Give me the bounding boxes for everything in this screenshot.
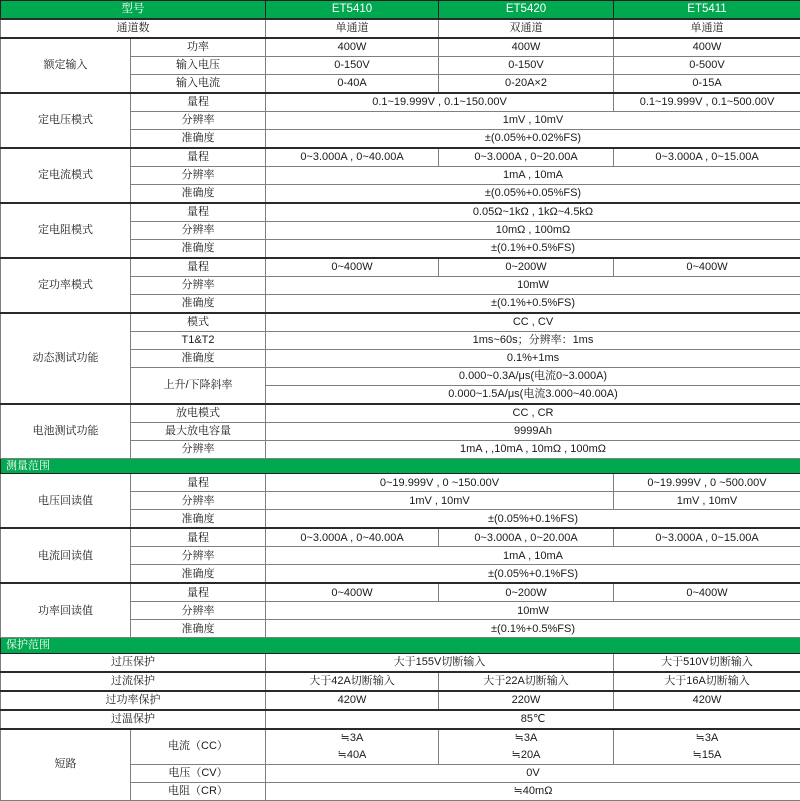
opp-label: 过功率保护 [1, 691, 266, 710]
table-cell: 1mA , 10mA [266, 547, 800, 565]
table-cell: 分辨率 [131, 602, 266, 620]
table-cell: 准确度 [131, 130, 266, 149]
ovp-label: 过压保护 [1, 653, 266, 672]
short-circuit-group-label: 短路 [1, 729, 131, 801]
table-cell: 0~400W [614, 583, 800, 602]
cr-mode-row [1, 203, 800, 222]
model-et5411: ET5411 [614, 1, 800, 20]
table-cell: 0~400W [614, 258, 800, 277]
table-cell: 输入电流 [131, 75, 266, 94]
model-et5420: ET5420 [439, 1, 614, 20]
table-cell: 10mW [266, 602, 800, 620]
table-cell: 1mV , 10mV [266, 112, 800, 130]
table-cell: ±(0.05%+0.05%FS) [266, 185, 800, 204]
table-cell: 1mA , 10mA [266, 167, 800, 185]
cv-mode-row [1, 93, 800, 112]
table-cell: 分辨率 [131, 547, 266, 565]
dynamic-test-row [1, 313, 800, 332]
table-cell: 0.1%+1ms [266, 350, 800, 368]
table-cell: 输入电压 [131, 57, 266, 75]
ocp-row [1, 672, 800, 691]
table-cell: 400W [266, 38, 439, 57]
table-cell: 0.000~1.5A/μs(电流3.000~40.00A) [266, 386, 800, 405]
table-cell: 0~3.000A , 0~15.00A [614, 528, 800, 547]
measure-range-section-label: 测量范围 [1, 459, 800, 474]
table-cell: 量程 [131, 474, 266, 492]
table-cell: ±(0.1%+0.5%FS) [266, 295, 800, 314]
model-header-label: 型号 [1, 1, 266, 20]
table-cell: 0~200W [439, 258, 614, 277]
table-cell: 220W [439, 691, 614, 710]
table-cell: 准确度 [131, 565, 266, 584]
table-cell: 0~3.000A , 0~40.00A [266, 528, 439, 547]
otp-row [1, 710, 800, 729]
table-cell: 10mΩ , 100mΩ [266, 222, 800, 240]
table-cell: 准确度 [131, 240, 266, 259]
table-cell: 0-20A×2 [439, 75, 614, 94]
table-cell: 准确度 [131, 620, 266, 638]
table-cell: 1mA , ,10mA , 10mΩ , 100mΩ [266, 441, 800, 459]
table-cell-multiline: ≒3A ≒20A [439, 729, 614, 765]
table-cell: 0-15A [614, 75, 800, 94]
table-cell: 分辨率 [131, 167, 266, 185]
ovp-row [1, 653, 800, 672]
table-cell: ≒40mΩ [266, 782, 800, 800]
measure-range-section-row [1, 459, 800, 474]
table-cell-multiline: ≒3A ≒15A [614, 729, 800, 765]
power-readback-row [1, 583, 800, 602]
table-cell: 10mW [266, 277, 800, 295]
table-cell: 功率 [131, 38, 266, 57]
cr-mode-group-label: 定电阻模式 [1, 203, 131, 258]
protection-section-label: 保护范围 [1, 638, 800, 653]
table-cell: 大于155V切断输入 [266, 653, 614, 672]
protection-section-row [1, 638, 800, 653]
table-cell: 1mV , 10mV [614, 492, 800, 510]
table-cell: 单通道 [266, 19, 439, 38]
table-cell: 量程 [131, 258, 266, 277]
table-cell: 量程 [131, 148, 266, 167]
table-cell: 大于510V切断输入 [614, 653, 800, 672]
table-cell: 准确度 [131, 350, 266, 368]
table-cell: 分辨率 [131, 222, 266, 240]
table-cell: 分辨率 [131, 277, 266, 295]
table-cell: 0-40A [266, 75, 439, 94]
table-cell: 85℃ [266, 710, 800, 729]
rated-input-group-label: 额定输入 [1, 38, 131, 93]
table-cell: 0.1~19.999V , 0.1~500.00V [614, 93, 800, 112]
channel-count-row [1, 19, 800, 38]
table-cell: 0~400W [266, 583, 439, 602]
cc-mode-group-label: 定电流模式 [1, 148, 131, 203]
ocp-label: 过流保护 [1, 672, 266, 691]
opp-row [1, 691, 800, 710]
power-readback-group-label: 功率回读值 [1, 583, 131, 638]
dynamic-test-group-label: 动态测试功能 [1, 313, 131, 404]
table-cell: 电压（CV） [131, 764, 266, 782]
table-cell: 最大放电容量 [131, 423, 266, 441]
table-cell: 放电模式 [131, 404, 266, 423]
cp-mode-row [1, 258, 800, 277]
table-cell: 模式 [131, 313, 266, 332]
table-cell: 0-150V [439, 57, 614, 75]
spec-table-body [1, 1, 800, 801]
table-cell: 0~400W [266, 258, 439, 277]
table-cell: 量程 [131, 203, 266, 222]
table-cell: 准确度 [131, 510, 266, 529]
table-cell: 分辨率 [131, 112, 266, 130]
table-cell: 量程 [131, 93, 266, 112]
table-cell: 400W [614, 38, 800, 57]
table-cell: 0~200W [439, 583, 614, 602]
table-cell: 420W [614, 691, 800, 710]
table-cell: 分辨率 [131, 492, 266, 510]
table-cell: T1&T2 [131, 332, 266, 350]
voltage-readback-row [1, 474, 800, 492]
table-cell: 420W [266, 691, 439, 710]
table-cell: 单通道 [614, 19, 800, 38]
table-cell: 分辨率 [131, 441, 266, 459]
table-cell: ±(0.05%+0.1%FS) [266, 565, 800, 584]
short-circuit-row [1, 729, 800, 765]
table-cell: 0~19.999V , 0 ~500.00V [614, 474, 800, 492]
table-cell: 0.000~0.3A/μs(电流0~3.000A) [266, 368, 800, 386]
table-cell: 0~3.000A , 0~20.00A [439, 148, 614, 167]
battery-test-group-label: 电池测试功能 [1, 404, 131, 459]
table-cell: 大于22A切断输入 [439, 672, 614, 691]
table-cell: 0~3.000A , 0~40.00A [266, 148, 439, 167]
table-cell: 大于16A切断输入 [614, 672, 800, 691]
table-cell: 0~3.000A , 0~15.00A [614, 148, 800, 167]
table-cell: ±(0.05%+0.02%FS) [266, 130, 800, 149]
table-cell: 准确度 [131, 185, 266, 204]
table-cell: 400W [439, 38, 614, 57]
table-cell: 量程 [131, 528, 266, 547]
model-header-row [1, 1, 800, 20]
table-cell: 电流（CC） [131, 729, 266, 765]
table-cell: 准确度 [131, 295, 266, 314]
table-cell: 0.1~19.999V , 0.1~150.00V [266, 93, 614, 112]
table-cell: 1ms~60s；分辨率：1ms [266, 332, 800, 350]
table-cell: 电阻（CR） [131, 782, 266, 800]
table-cell-multiline: ≒3A ≒40A [266, 729, 439, 765]
current-readback-group-label: 电流回读值 [1, 528, 131, 583]
table-cell: 大于42A切断输入 [266, 672, 439, 691]
table-cell: 1mV , 10mV [266, 492, 614, 510]
table-cell: ±(0.05%+0.1%FS) [266, 510, 800, 529]
table-cell: 0~19.999V , 0 ~150.00V [266, 474, 614, 492]
table-cell: CC , CR [266, 404, 800, 423]
table-cell: 量程 [131, 583, 266, 602]
table-cell: ±(0.1%+0.5%FS) [266, 240, 800, 259]
current-readback-row [1, 528, 800, 547]
battery-test-row [1, 404, 800, 423]
table-cell: 0~3.000A , 0~20.00A [439, 528, 614, 547]
channel-count-label: 通道数 [1, 19, 266, 38]
table-cell: 0V [266, 764, 800, 782]
table-cell: 0-500V [614, 57, 800, 75]
table-cell: ±(0.1%+0.5%FS) [266, 620, 800, 638]
otp-label: 过温保护 [1, 710, 266, 729]
table-cell: 双通道 [439, 19, 614, 38]
cp-mode-group-label: 定功率模式 [1, 258, 131, 313]
rated-input-row [1, 38, 800, 57]
cv-mode-group-label: 定电压模式 [1, 93, 131, 148]
model-et5410: ET5410 [266, 1, 439, 20]
cc-mode-row [1, 148, 800, 167]
voltage-readback-group-label: 电压回读值 [1, 474, 131, 529]
table-cell: 0.05Ω~1kΩ , 1kΩ~4.5kΩ [266, 203, 800, 222]
table-cell: CC , CV [266, 313, 800, 332]
table-cell: 0-150V [266, 57, 439, 75]
table-cell: 9999Ah [266, 423, 800, 441]
table-cell: 上升/下降斜率 [131, 368, 266, 405]
